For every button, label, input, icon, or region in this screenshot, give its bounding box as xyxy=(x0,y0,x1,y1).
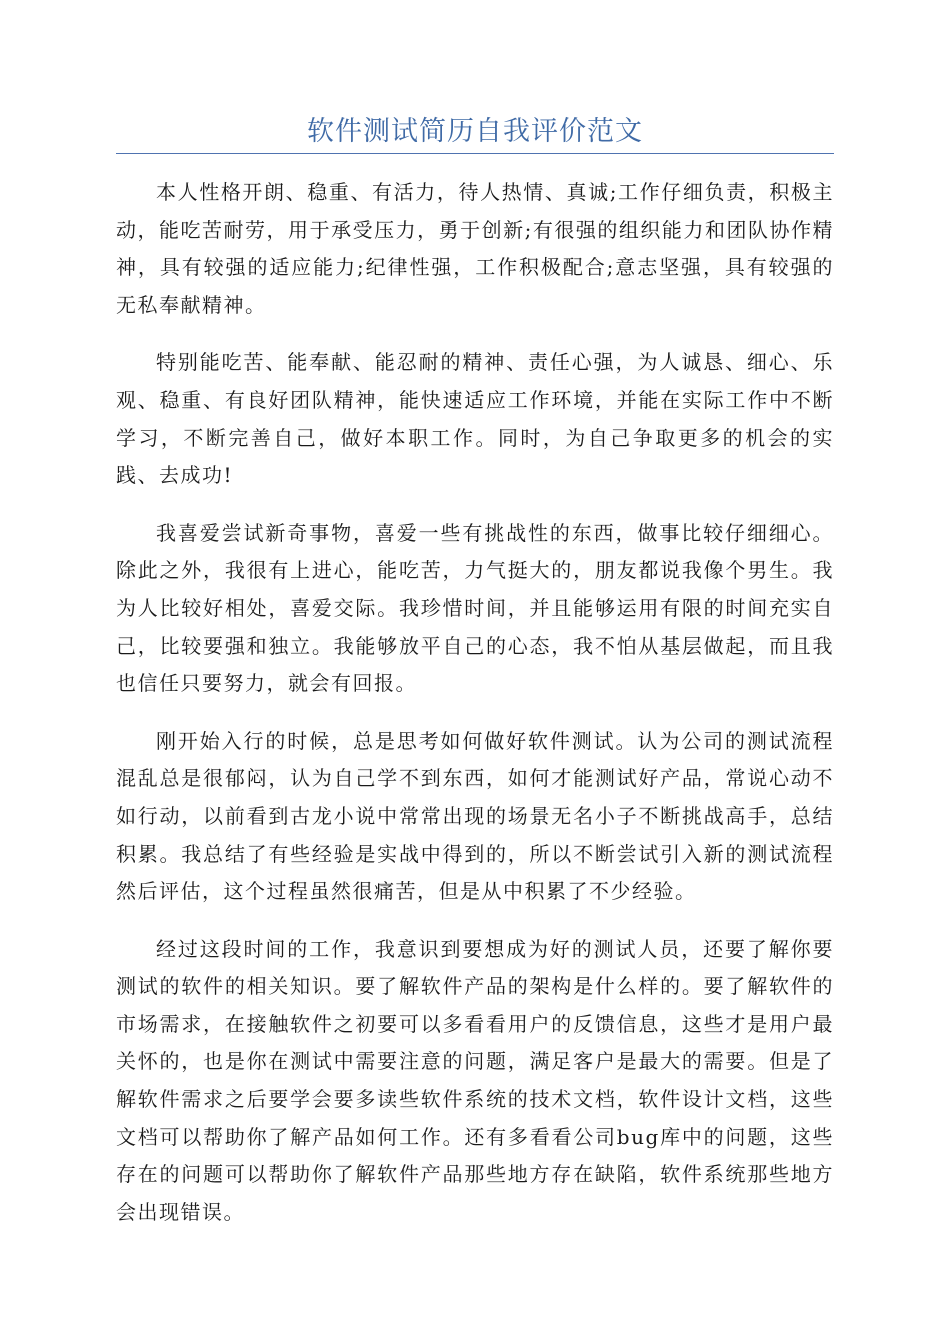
document-title: 软件测试简历自我评价范文 xyxy=(307,116,643,147)
paragraph: 我喜爱尝试新奇事物，喜爱一些有挑战性的东西，做事比较仔细细心。除此之外，我很有上进心，能吃苦，力气挺大的，朋友都说我像个男生。我为人比较好相处，喜爱交际。我珍惜时间，并且能够运用有限的时间充实自己，比较要强和独立。我能够放平自己的心态，我不怕从基层做起，而且我也信任只要努力，就会有回报。 xyxy=(116,520,834,696)
document-body xyxy=(116,174,834,1251)
title-underline xyxy=(116,153,834,154)
paragraph: 本人性格开朗、稳重、有活力，待人热情、真诚;工作仔细负责，积极主动，能吃苦耐劳，用于承受压力，勇于创新;有很强的组织能力和团队协作精神，具有较强的适应能力;纪律性强，工作积极配合;意志坚强，具有较强的无私奉献精神。 xyxy=(116,180,834,317)
paragraph: 经过这段时间的工作，我意识到要想成为好的测试人员，还要了解你要测试的软件的相关知识。要了解软件产品的架构是什么样的。要了解软件的市场需求，在接触软件之初要可以多看看用户的反馈信息，这些才是用户最关怀的，也是你在测试中需要注意的问题，满足客户是最大的需要。但是了解软件需求之后要学会要多读些软件系统的技术文档，软件设计文档，这些文档可以帮助你了解产品如何工作。还有多看看公司bug库中的问题，这些存在的问题可以帮助你了解软件产品那些地方存在缺陷，软件系统那些地方会出现错误。 xyxy=(116,936,834,1224)
paragraph: 特别能吃苦、能奉献、能忍耐的精神、责任心强，为人诚恳、细心、乐观、稳重、有良好团队精神，能快速适应工作环境，并能在实际工作中不断学习，不断完善自己，做好本职工作。同时，为自己争取更多的机会的实践、去成功! xyxy=(116,350,834,488)
paragraph: 刚开始入行的时候，总是思考如何做好软件测试。认为公司的测试流程混乱总是很郁闷，认为自己学不到东西，如何才能测试好产品，常说心动不如行动，以前看到古龙小说中常常出现的场景无名小子不断挑战高手，总结积累。我总结了有些经验是实战中得到的，所以不断尝试引入新的测试流程然后评估，这个过程虽然很痛苦，但是从中积累了不少经验。 xyxy=(116,728,834,904)
